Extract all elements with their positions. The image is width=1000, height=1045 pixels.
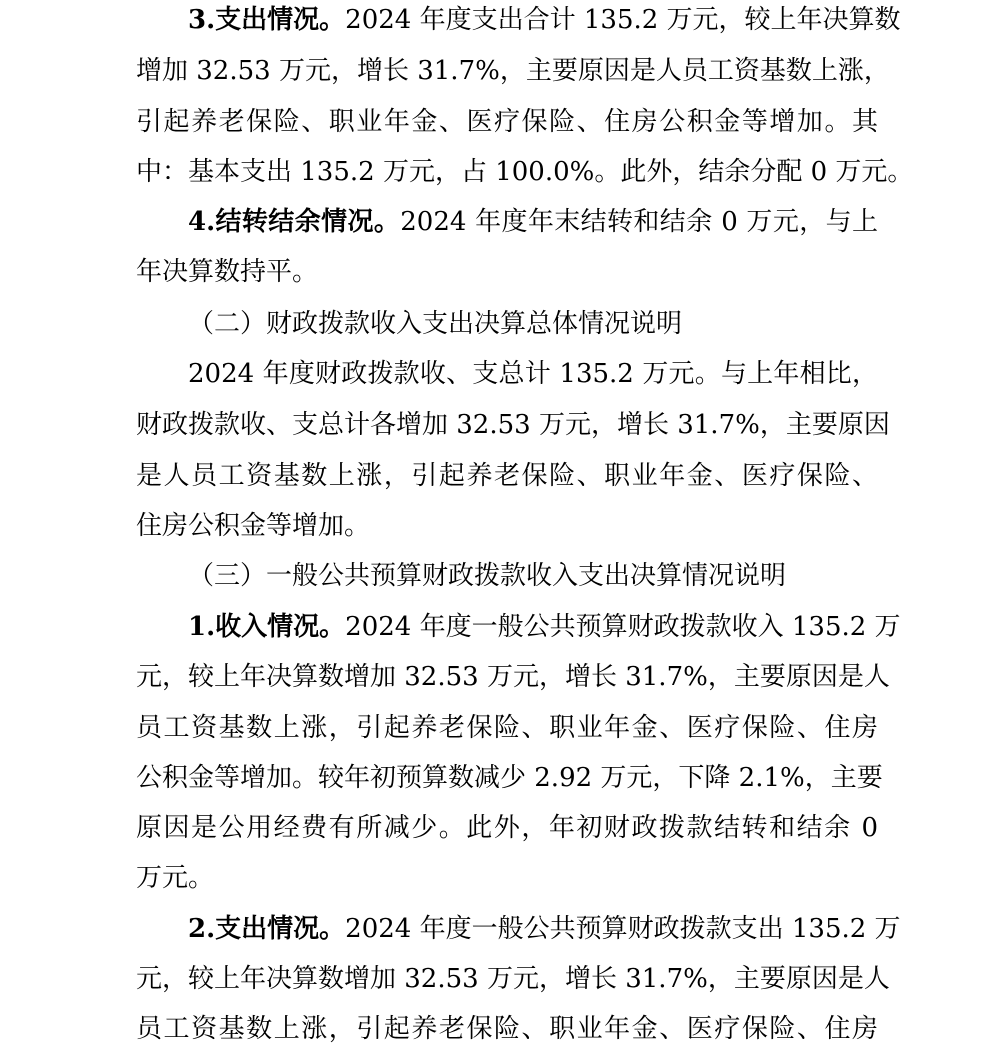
paragraph-line [136, 611, 901, 643]
paragraph-heading: 1.收入情况。 [188, 612, 346, 642]
paragraph-line: 万元。 [136, 863, 215, 893]
paragraph-text: 2024 年度一般公共预算财政拨款支出 135.2 万 [345, 914, 901, 944]
paragraph-line [136, 206, 878, 238]
paragraph-line [136, 4, 901, 36]
paragraph-line: 财政拨款收、支总计各增加 32.53 万元，增长 31.7%，主要原因 [136, 410, 890, 440]
paragraph-line [136, 913, 901, 945]
paragraph-line: 年决算数持平。 [136, 257, 319, 287]
section-heading: （三）一般公共预算财政拨款收入支出决算情况说明 [188, 561, 787, 591]
section-heading: （二）财政拨款收入支出决算总体情况说明 [188, 309, 683, 339]
paragraph-line: 增加 32.53 万元，增长 31.7%，主要原因是人员工资基数上涨， [136, 56, 890, 86]
paragraph-text: 2024 年度年末结转和结余 0 万元，与上 [400, 207, 878, 237]
paragraph-line: 是人员工资基数上涨，引起养老保险、职业年金、医疗保险、 [136, 461, 878, 491]
paragraph-text: 2024 年度支出合计 135.2 万元，较上年决算数 [345, 5, 901, 35]
paragraph-line: 员工资基数上涨，引起养老保险、职业年金、医疗保险、住房 [136, 713, 878, 743]
paragraph-text: 2024 年度一般公共预算财政拨款收入 135.2 万 [345, 612, 901, 642]
paragraph-heading: 2.支出情况。 [188, 914, 346, 944]
paragraph-line: 2024 年度财政拨款收、支总计 135.2 万元。与上年相比， [188, 359, 878, 389]
paragraph-heading: 4.结转结余情况。 [188, 207, 401, 237]
paragraph-line: 引起养老保险、职业年金、医疗保险、住房公积金等增加。其 [136, 107, 878, 137]
paragraph-line: 原因是公用经费有所减少。此外，年初财政拨款结转和结余 0 [136, 813, 878, 843]
paragraph-line: 员工资基数上涨，引起养老保险、职业年金、医疗保险、住房 [136, 1014, 878, 1044]
paragraph-line: 住房公积金等增加。 [136, 511, 371, 541]
paragraph-line: 中：基本支出 135.2 万元，占 100.0%。此外，结余分配 0 万元。 [136, 157, 914, 187]
paragraph-line: 公积金等增加。较年初预算数减少 2.92 万元，下降 2.1%，主要 [136, 763, 883, 793]
paragraph-line: 元，较上年决算数增加 32.53 万元，增长 31.7%，主要原因是人 [136, 964, 890, 994]
paragraph-line: 元，较上年决算数增加 32.53 万元，增长 31.7%，主要原因是人 [136, 662, 890, 692]
paragraph-heading: 3.支出情况。 [188, 5, 346, 35]
